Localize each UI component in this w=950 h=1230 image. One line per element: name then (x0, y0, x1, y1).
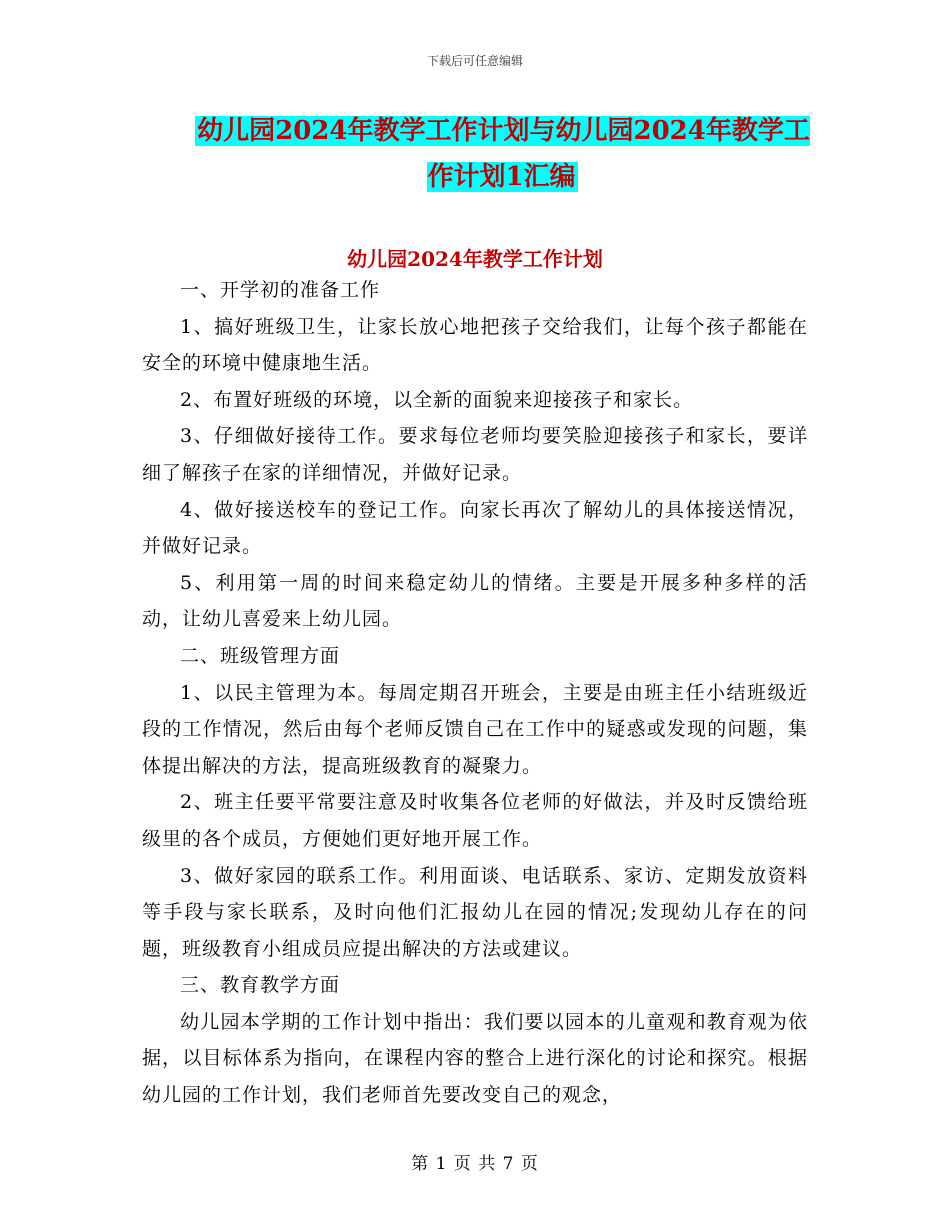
paragraph: 3、做好家园的联系工作。利用面谈、电话联系、家访、定期发放资料等手段与家长联系，及时向他们汇报幼儿在园的情况;发现幼儿存在的问题，班级教育小组成员应提出解决的方法或建议。 (142, 864, 808, 960)
paragraph: 幼儿园本学期的工作计划中指出：我们要以园本的儿童观和教育观为依据，以目标体系为指向，在课程内容的整合上进行深化的讨论和探究。根据幼儿园的工作计划，我们老师首先要改变自己的观念， (142, 1010, 808, 1107)
paragraph: 1、以民主管理为本。每周定期召开班会，主要是由班主任小结班级近段的工作情况，然后由每个老师反馈自己在工作中的疑惑或发现的问题，集体提出解决的方法，提高班级教育的凝聚力。 (142, 681, 808, 777)
heading-teaching: 三、教育教学方面 (180, 974, 341, 997)
paragraph: 2、布置好班级的环境，以全新的面貌来迎接孩子和家长。 (180, 388, 694, 411)
document-body (142, 272, 808, 1114)
document-title-text: 幼儿园2024年教学工作计划与幼儿园2024年教学工作计划1汇编 (197, 116, 810, 192)
heading-preparation: 一、开学初的准备工作 (180, 279, 381, 301)
page-number: 第 1 页 共 7 页 (411, 1154, 539, 1174)
paragraph: 1、搞好班级卫生，让家长放心地把孩子交给我们，让每个孩子都能在安全的环境中健康地生活。 (142, 315, 808, 375)
heading-class-management: 二、班级管理方面 (180, 644, 341, 667)
section-title: 幼儿园2024年教学工作计划 (347, 247, 603, 271)
paragraph: 5、利用第一周的时间来稳定幼儿的情绪。主要是开展多种多样的活动，让幼儿喜爱来上幼儿园。 (142, 571, 808, 631)
document-title (190, 108, 815, 200)
paragraph: 4、做好接送校车的登记工作。向家长再次了解幼儿的具体接送情况，并做好记录。 (142, 498, 808, 558)
page-header-note: 下载后可任意编辑 (426, 54, 523, 68)
paragraph: 2、班主任要平常要注意及时收集各位老师的好做法，并及时反馈给班级里的各个成员，方便她们更好地开展工作。 (142, 791, 808, 850)
paragraph: 3、仔细做好接待工作。要求每位老师均要笑脸迎接孩子和家长，要详细了解孩子在家的详细情况，并做好记录。 (142, 425, 808, 484)
